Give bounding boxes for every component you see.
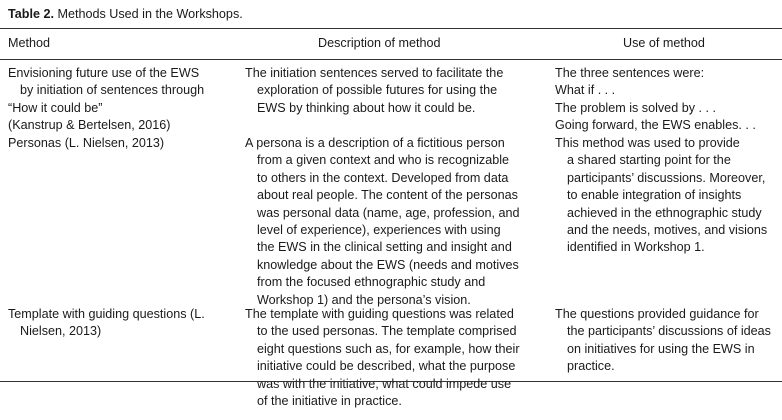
row-1-description-line: EWS by thinking about how it could be.	[257, 100, 476, 115]
row-2-use-line: participants’ discussions. Moreover,	[567, 170, 766, 185]
row-3-use-line: The questions provided guidance for	[555, 307, 759, 321]
row-1-method-line: Envisioning future use of the EWS	[8, 66, 200, 80]
row-2-description-line: A persona is a description of a fictitious person	[245, 136, 505, 150]
row-2-description-line: level of experience), experiences with using	[257, 223, 501, 238]
row-1-method	[8, 65, 236, 135]
table-top-rule	[0, 28, 782, 29]
row-2-description	[245, 135, 520, 309]
row-2-description-line: about real people. The content of the personas	[257, 188, 518, 203]
row-3-description-line: The template with guiding questions was related	[245, 307, 514, 321]
row-2-method-line: Personas (L. Nielsen, 2013)	[8, 136, 165, 150]
row-2-use-line: identified in Workshop 1.	[567, 240, 705, 255]
row-2-description-line: Workshop 1) and the persona’s vision.	[257, 292, 471, 307]
row-2-description-line: the EWS in the clinical setting and insight and	[257, 240, 512, 255]
table-caption-label: Table 2.	[8, 7, 54, 21]
row-1-description-line: The initiation sentences served to facilitate the	[245, 66, 504, 80]
header-description: Description of method	[318, 36, 441, 50]
row-3-use-line: practice.	[567, 359, 615, 374]
row-1-method-line: (Kanstrup & Bertelsen, 2016)	[8, 118, 171, 133]
row-3-description-line: eight questions such as, for example, how their	[257, 341, 520, 356]
row-3-description	[245, 306, 520, 410]
row-1-use-line: What if . . .	[555, 83, 616, 98]
row-1-description	[245, 65, 517, 117]
row-1-use-line: Going forward, the EWS enables. . .	[555, 118, 756, 133]
table-header-rule	[0, 59, 782, 60]
row-2-use-line: and the needs, motives, and visions	[567, 223, 768, 238]
row-1-description-line: exploration of possible futures for using the	[257, 83, 498, 98]
row-2-method	[8, 135, 236, 152]
row-3-description-line: to the used personas. The template comprised	[257, 324, 517, 339]
row-2-description-line: to others in the context. Developed from data	[257, 170, 509, 185]
row-1-use-line: The three sentences were:	[555, 66, 705, 80]
row-3-description-line: was with the initiative, what could impede use	[257, 376, 512, 391]
header-use: Use of method	[623, 36, 705, 50]
row-3-use	[555, 306, 777, 376]
table-caption-title: Methods Used in the Workshops.	[57, 7, 243, 21]
table-bottom-rule	[0, 381, 782, 382]
row-2-description-line: was personal data (name, age, profession, and	[257, 205, 520, 220]
table-caption	[8, 6, 243, 23]
row-1-use	[555, 65, 777, 135]
row-2-description-line: knowledge about the EWS (needs and motives	[257, 257, 519, 272]
header-method: Method	[8, 36, 51, 50]
row-3-method-line: Template with guiding questions (L.	[8, 307, 205, 321]
row-2-use-line: achieved in the ethnographic study	[567, 205, 762, 220]
row-2-use	[555, 135, 777, 257]
row-3-description-line: of the initiative in practice.	[257, 394, 402, 409]
row-3-method-line: Nielsen, 2013)	[20, 324, 102, 339]
row-2-description-line: from the focused ethnographic study and	[257, 275, 486, 290]
row-3-use-line: the participants’ discussions of ideas	[567, 324, 771, 339]
row-2-use-line: to enable integration of insights	[567, 188, 742, 203]
row-2-use-line: This method was used to provide	[555, 136, 740, 150]
row-3-description-line: initiative could be described, what the purpose	[257, 359, 516, 374]
row-2-description-line: from a given context and who is recognizable	[257, 153, 510, 168]
row-3-method	[8, 306, 236, 341]
row-3-use-line: on initiatives for using the EWS in	[567, 341, 755, 356]
row-1-method-line: by initiation of sentences through	[20, 83, 205, 98]
row-1-use-line: The problem is solved by . . .	[555, 100, 716, 115]
row-2-use-line: a shared starting point for the	[567, 153, 731, 168]
row-1-method-line: “How it could be”	[8, 100, 103, 115]
